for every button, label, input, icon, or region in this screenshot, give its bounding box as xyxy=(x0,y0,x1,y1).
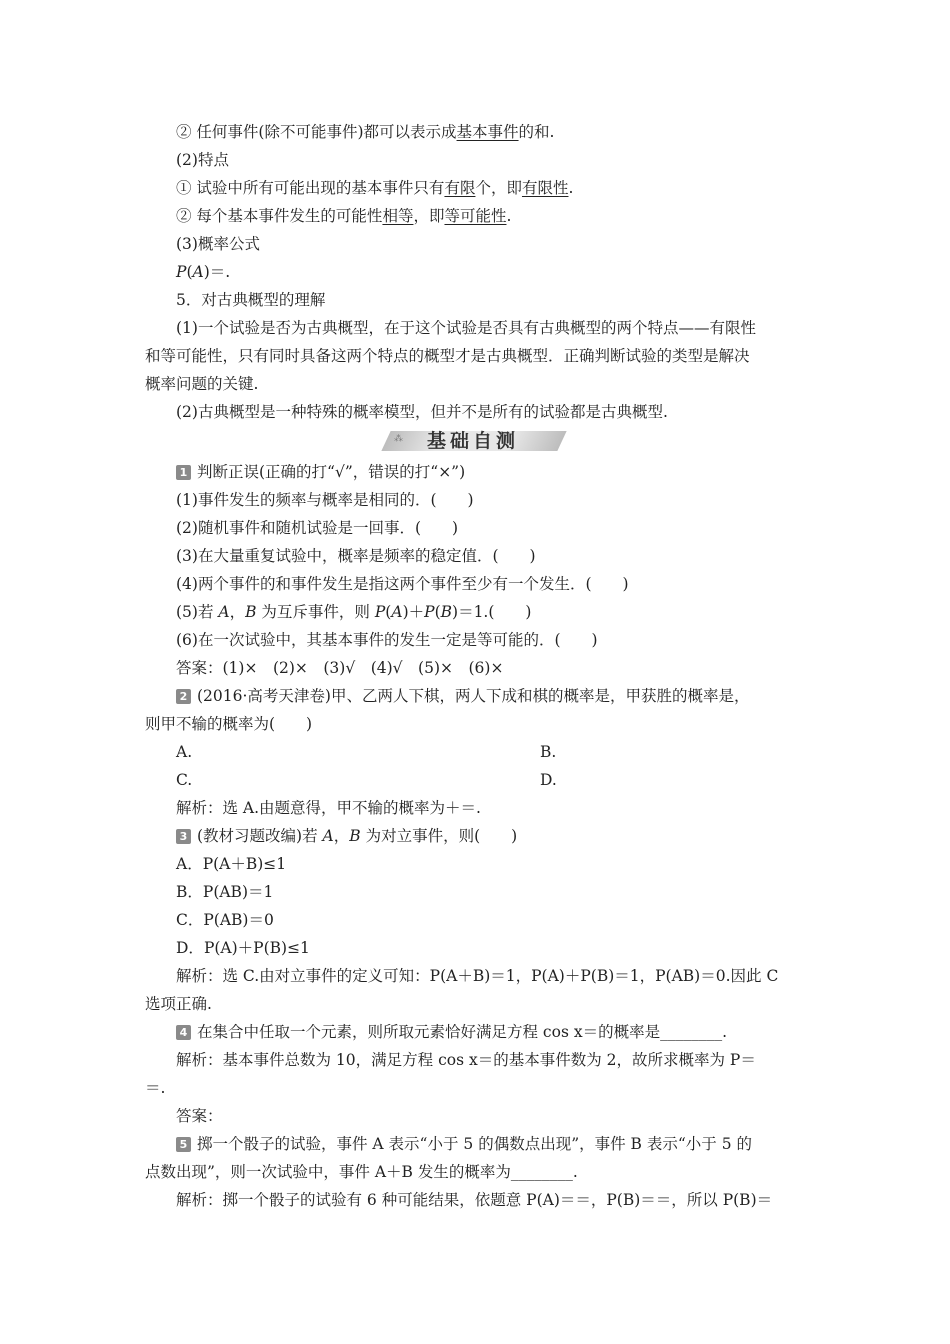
question-3-option-d: D．P(A)＋P(B)≤1 xyxy=(176,939,310,957)
underlined-term: 有限 xyxy=(444,179,476,197)
question-4-answer: 答案： xyxy=(176,1107,223,1125)
question-3-title: 3 (教材习题改编)若 A，B 为对立事件，则( ) xyxy=(176,826,841,846)
question-number-badge: 1 xyxy=(176,465,191,480)
question-number-badge: 5 xyxy=(176,1137,191,1152)
underlined-term: 等可能性 xyxy=(444,207,507,225)
question-5-analysis: 解析：掷一个骰子的试验有 6 种可能结果，依题意 P(A)＝＝，P(B)＝＝，所以 P(B)＝ xyxy=(176,1191,773,1209)
question-2-line-2: 则甲不输的概率为( ) xyxy=(145,715,313,733)
feature-finite: ① 试验中所有可能出现的基本事件只有有限个，即有限性. xyxy=(176,179,574,197)
question-2-line-1: 2 (2016·高考天津卷)甲、乙两人下棋，两人下成和棋的概率是，甲获胜的概率是， xyxy=(176,686,841,706)
question-3-option-c: C．P(AB)＝0 xyxy=(176,911,274,929)
underlined-term: 有限性 xyxy=(521,179,569,197)
section-5-para-1-line-1: (1)一个试验是否为古典概型，在于这个试验是否具有古典概型的两个特点——有限性 xyxy=(176,319,756,337)
option-b: B. xyxy=(540,743,557,761)
section-banner xyxy=(380,428,566,454)
question-4-title: 4 在集合中任取一个元素，则所取元素恰好满足方程 cos x＝的概率是________. xyxy=(176,1022,841,1042)
banner-decoration-icon: ⁂ xyxy=(394,434,403,444)
section-5-para-1-line-2: 和等可能性，只有同时具备这两个特点的概型才是古典概型．正确判断试验的类型是解决 xyxy=(145,347,750,365)
question-1-title: 1 判断正误(正确的打“√”，错误的打“×”) xyxy=(176,462,841,482)
features-heading: (2)特点 xyxy=(176,151,229,169)
question-5-line-2: 点数出现”，则一次试验中，事件 A＋B 发生的概率为________. xyxy=(145,1163,578,1181)
question-number-badge: 4 xyxy=(176,1025,191,1040)
option-a: A. xyxy=(176,743,193,761)
question-5-line-1: 5 掷一个骰子的试验，事件 A 表示“小于 5 的偶数点出现”，事件 B 表示“小于 5 的 xyxy=(176,1134,841,1154)
question-2-analysis: 解析：选 A.由题意得，甲不输的概率为＋＝. xyxy=(176,799,481,817)
question-1-answer: 答案：(1)× (2)× (3)√ (4)√ (5)× (6)× xyxy=(176,659,504,677)
banner-title: 基础自测 xyxy=(426,430,519,452)
question-1-item-3: (3)在大量重复试验中，概率是频率的稳定值．( ) xyxy=(176,547,536,565)
option-d: D. xyxy=(540,771,557,789)
question-1-item-2: (2)随机事件和随机试验是一回事．( ) xyxy=(176,519,459,537)
question-2-options-row-1 xyxy=(176,742,841,762)
intro-line-basic-events: ② 任何事件(除不可能事件)都可以表示成基本事件的和. xyxy=(176,123,555,141)
question-number-badge: 3 xyxy=(176,829,191,844)
question-3-analysis-line-1: 解析：选 C.由对立事件的定义可知：P(A＋B)＝1，P(A)＋P(B)＝1，P(AB)＝0.因此 C xyxy=(176,967,779,985)
question-number-badge: 2 xyxy=(176,689,191,704)
question-1-item-6: (6)在一次试验中，其基本事件的发生一定是等可能的．( ) xyxy=(176,631,598,649)
question-4-analysis-line-2: ＝. xyxy=(145,1079,166,1097)
option-c: C. xyxy=(176,771,193,789)
feature-equal-possibility: ② 每个基本事件发生的可能性相等，即等可能性. xyxy=(176,207,512,225)
underlined-term: 相等 xyxy=(382,207,414,225)
section-5-para-2: (2)古典概型是一种特殊的概率模型，但并不是所有的试验都是古典概型. xyxy=(176,403,668,421)
underlined-term: 基本事件 xyxy=(456,123,519,141)
question-3-option-b: B．P(AB)＝1 xyxy=(176,883,274,901)
question-3-option-a: A．P(A＋B)≤1 xyxy=(176,855,287,873)
question-1-item-1: (1)事件发生的频率与概率是相同的．( ) xyxy=(176,491,474,509)
section-5-para-1-line-3: 概率问题的关键. xyxy=(145,375,259,393)
formula-heading: (3)概率公式 xyxy=(176,235,260,253)
section-5-title: 5．对古典概型的理解 xyxy=(176,291,326,309)
question-2-options-row-2 xyxy=(176,770,841,790)
question-1-item-5: (5)若 A，B 为互斥事件，则 P(A)＋P(B)＝1.( ) xyxy=(176,603,532,621)
question-4-analysis-line-1: 解析：基本事件总数为 10，满足方程 cos x＝的基本事件数为 2，故所求概率为 P＝ xyxy=(176,1051,756,1069)
question-3-analysis-line-2: 选项正确. xyxy=(145,995,212,1013)
probability-formula: P(A)＝. xyxy=(176,263,231,281)
question-1-item-4: (4)两个事件的和事件发生是指这两个事件至少有一个发生．( ) xyxy=(176,575,629,593)
